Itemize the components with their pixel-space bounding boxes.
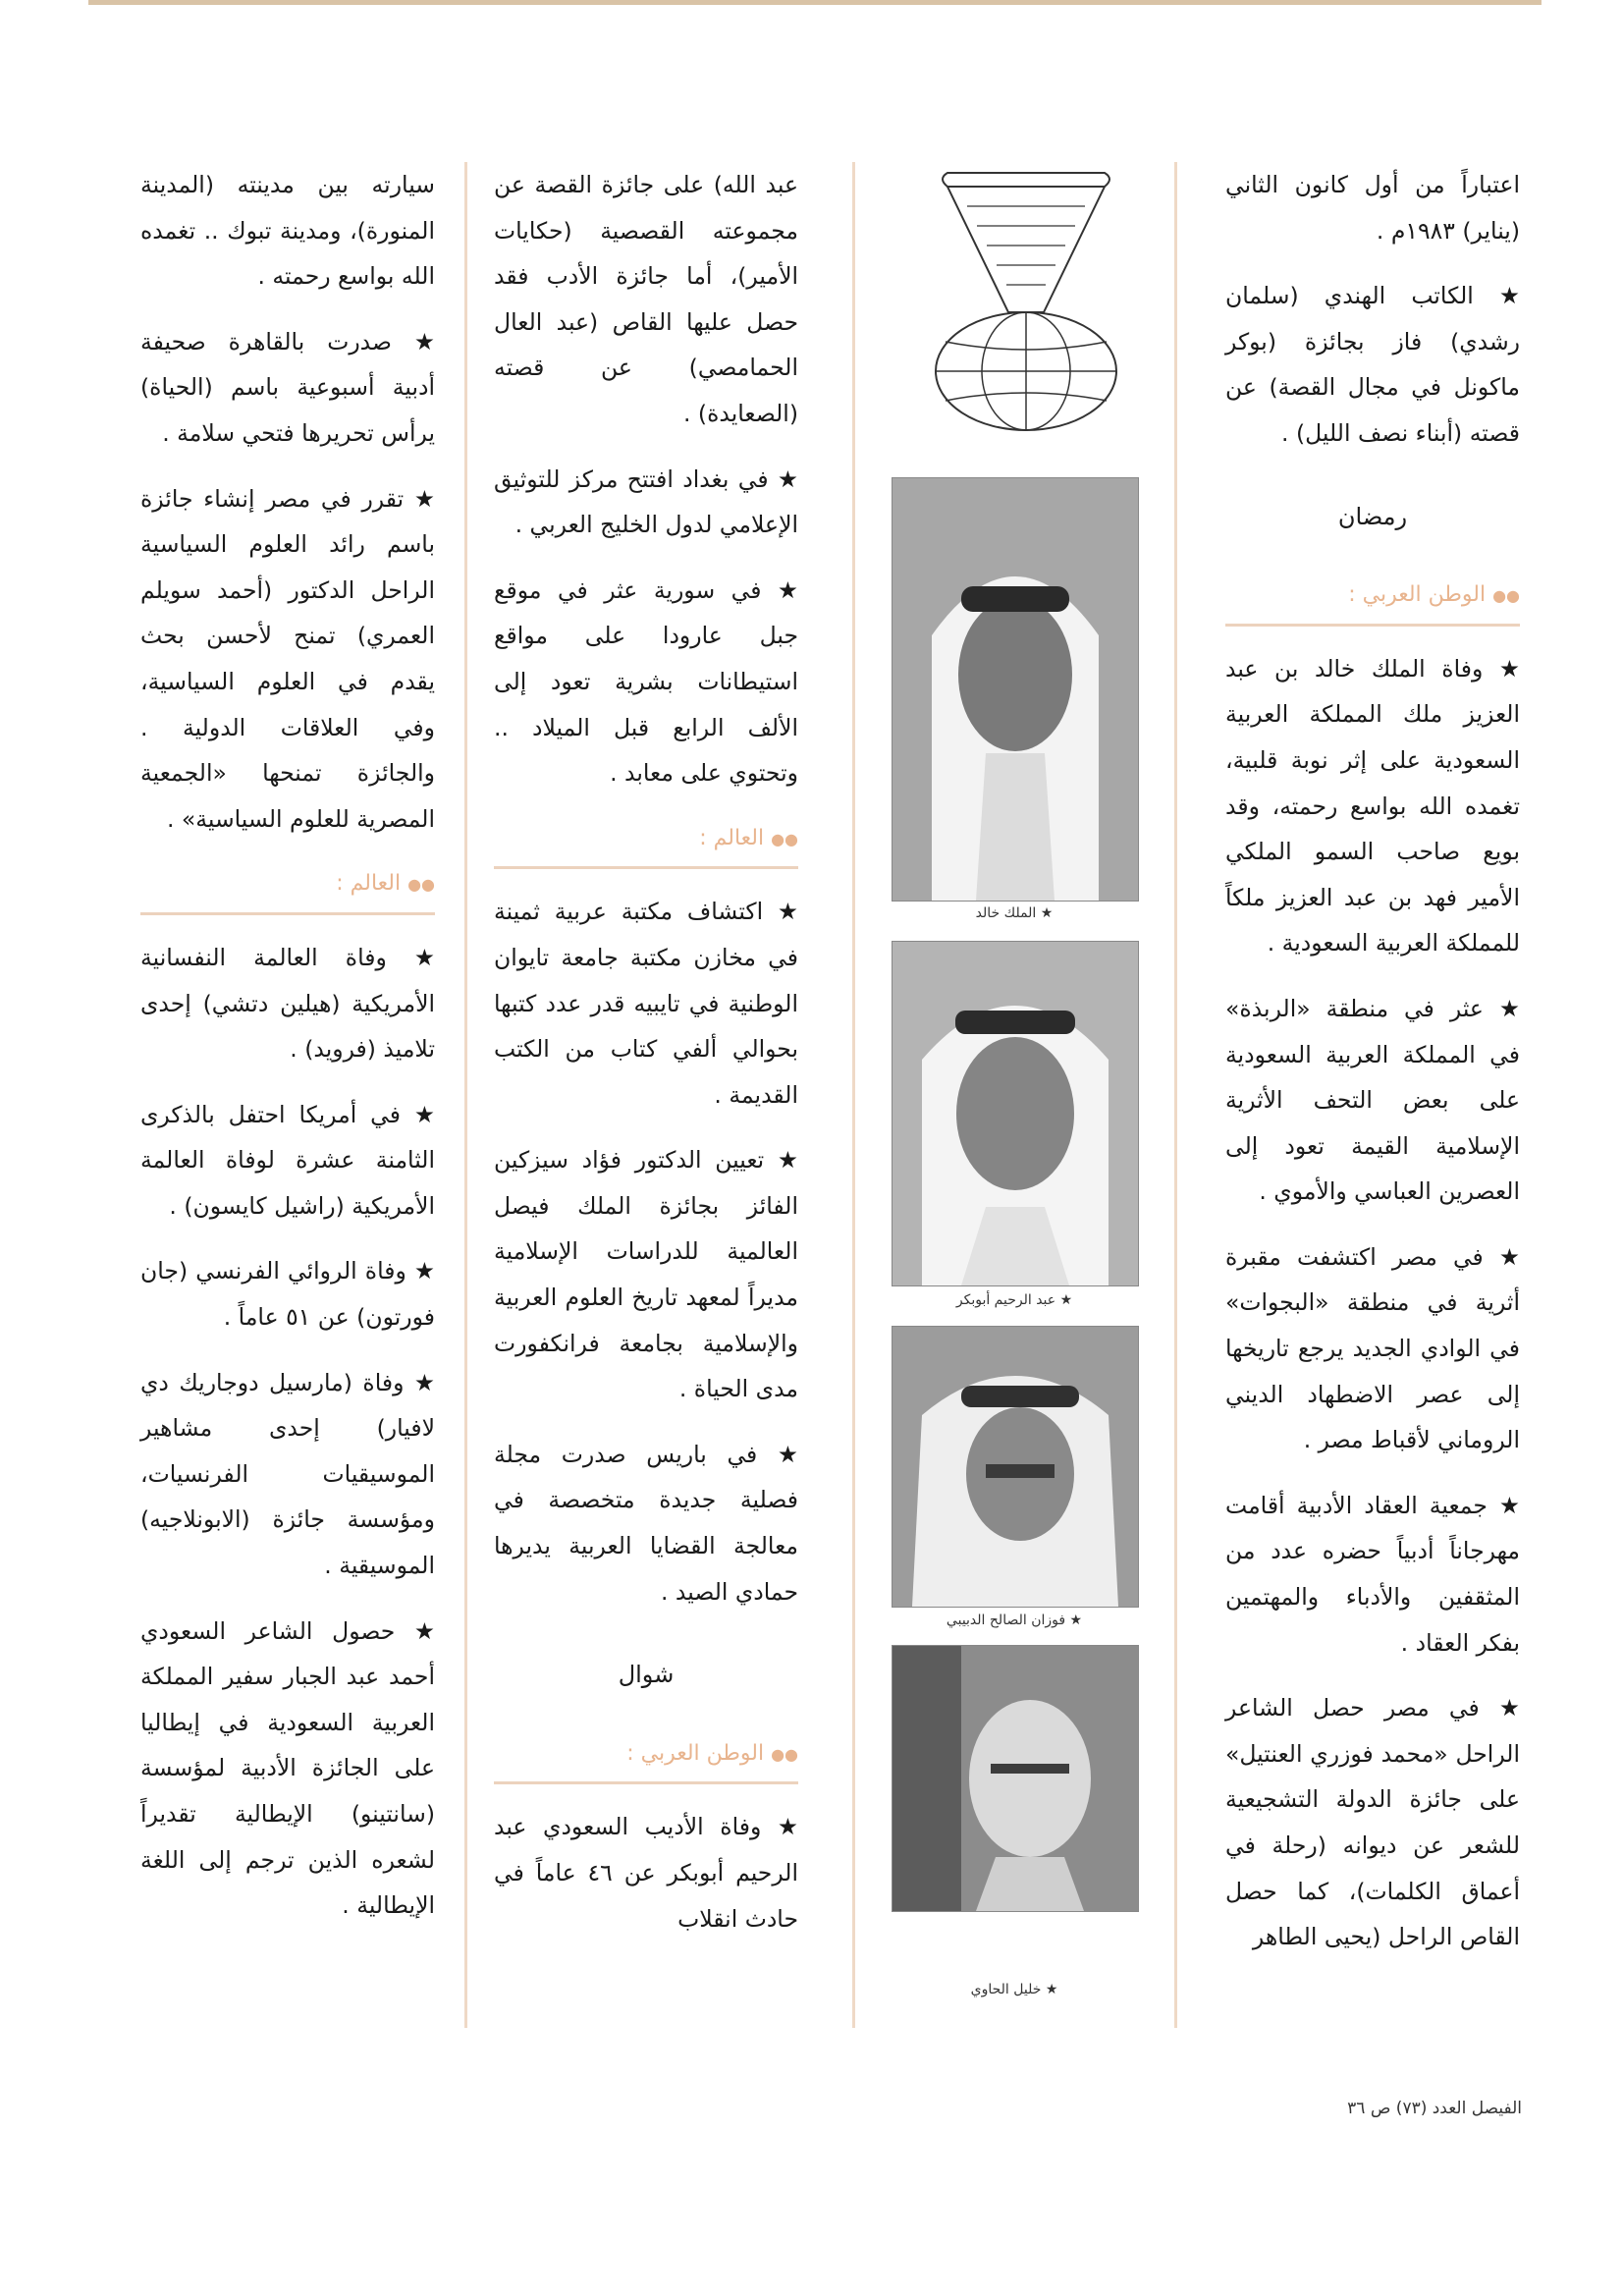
portrait-photo — [892, 1326, 1139, 1608]
photo-caption: ★ خليل الحاوي — [970, 1982, 1058, 1997]
column-divider — [852, 162, 855, 2028]
section-heading — [494, 816, 798, 870]
paragraph: ★ صدرت بالقاهرة صحيفة أدبية أسبوعية باسم (الحياة) يرأس تحريرها فتحي سلامة . — [140, 327, 435, 447]
paragraph: ★ اكتشاف مكتبة عربية ثمينة في مخازن مكتبة جامعة تايوان الوطنية في تايبيه قدر عدد كتبها بحوالي ألفي كتاب من الكتب القديمة . — [494, 898, 798, 1109]
section-label: الوطن العربي : — [1348, 582, 1487, 608]
section-label: العالم : — [336, 871, 402, 897]
paragraph: ★ حصول الشاعر السعودي أحمد عبد الجبار سفير المملكة العربية السعودية في إيطاليا على الجائزة الأدبية لمؤسسة (سانتينو) الإيطالية تقديراً لشعره الذين ترجم إلى اللغة الإيطالية . — [140, 1616, 435, 1920]
column-divider — [1174, 162, 1177, 2028]
section-heading — [494, 1731, 798, 1785]
column-4 — [140, 162, 435, 1948]
paragraph: ★ في أمريكا احتفل بالذكرى الثامنة عشرة لوفاة العالمة الأمريكية (راشيل كايسون) . — [140, 1100, 435, 1220]
section-label: الوطن العربي : — [626, 1740, 765, 1766]
bullet-dots-icon: ●● — [771, 1744, 798, 1764]
photo-caption: ★ عبد الرحيم أبوبكر — [955, 1292, 1073, 1308]
paragraph: اعتباراً من أول كانون الثاني (يناير) ١٩٨٣م . — [1225, 171, 1520, 245]
paragraph: ★ تعيين الدكتور فؤاد سيزكين الفائز بجائزة الملك فيصل العالمية للدراسات الإسلامية مديراً لمعهد تاريخ العلوم العربية والإسلامية بجامعة فرانكفورت مدى الحياة . — [494, 1146, 798, 1403]
paragraph: ★ وفاة الملك خالد بن عبد العزيز ملك المملكة العربية السعودية على إثر نوبة قلبية، تغمده الله بواسع رحمته، وقد بويع صاحب السمو الملكي الأمير فهد بن عبد العزيز ملكاً للمملكة العربية السعودية . — [1225, 654, 1520, 957]
paragraph: ★ عثر في منطقة «الربذة» في المملكة العربية السعودية على بعض التحف الأثرية الإسلامية القيمة تعود إلى العصرين العباسي والأموي . — [1225, 994, 1520, 1206]
paragraph: ★ في باريس صدرت مجلة فصلية جديدة متخصصة في معالجة القضايا العربية يديرها حمادي الصيد . — [494, 1440, 798, 1606]
section-heading — [140, 861, 435, 915]
column-1 — [1225, 162, 1520, 1980]
portrait-photo — [892, 941, 1139, 1286]
page-footer: الفيصل العدد (٧٣) ص ٣٦ — [1347, 2099, 1522, 2118]
paragraph: ★ تقرر في مصر إنشاء جائزة باسم رائد العلوم السياسية الراحل الدكتور (أحمد سويلم العمري) تمنح لأحسن بحث يقدم في العلوم السياسية، وفي العلاقات الدولية . والجائزة تمنحها «الجمعية المصرية للعلوم السياسية» . — [140, 484, 435, 833]
paragraph: ★ الكاتب الهندي (سلمان رشدي) فاز بجائزة (بوكر ماكونل في مجال القصة) عن قصته (أبناء نصف الليل) . — [1225, 282, 1520, 447]
paragraph: ★ في مصر حصل الشاعر الراحل «محمد فوزري العنتيل» على جائزة الدولة التشجيعية للشعر عن ديوانه (رحلة في أعماق الكلمات)، كما حصل القاص الراحل (يحيى الطاهر — [1225, 1694, 1520, 1951]
photo-caption: ★ الملك خالد — [975, 905, 1054, 921]
paragraph: ★ جمعية العقاد الأدبية أقامت مهرجاناً أدبياً حضره عدد من المثقفين والأدباء والمهتمين بفكر العقاد . — [1225, 1491, 1520, 1657]
paragraph: ★ وفاة الروائي الفرنسي (جان فورتون) عن ٥١ عاماً . — [140, 1257, 435, 1332]
section-label: العالم : — [699, 825, 765, 850]
top-color-bar — [88, 0, 1542, 5]
paragraph: ★ في سورية عثر في موقع جبل عارودا على مواقع استيطانات بشرية تعود إلى الألف الرابع قبل الميلاد .. وتحتوي على معابد . — [494, 575, 798, 788]
month-heading: شوال — [618, 1661, 675, 1689]
column-3 — [494, 162, 798, 1961]
bullet-dots-icon: ●● — [771, 829, 798, 848]
paragraph: ★ في مصر اكتشفت مقبرة أثرية في منطقة «البجوات» في الوادي الجديد يرجع تاريخها إلى عصر الاضطهاد الديني الروماني لأقباط مصر . — [1225, 1242, 1520, 1454]
column-divider — [464, 162, 467, 2028]
bullet-dots-icon: ●● — [407, 875, 435, 895]
paragraph: ★ وفاة الأديب السعودي عبد الرحيم أبوبكر عن ٤٦ عاماً في حادث انقلاب — [494, 1813, 798, 1933]
photo-caption: ★ فوزان الصالح الدبيبي — [946, 1613, 1083, 1628]
month-heading: رمضان — [1337, 502, 1408, 530]
section-heading — [1225, 573, 1520, 627]
portrait-photo — [892, 477, 1139, 902]
portrait-photo — [892, 1645, 1139, 1912]
bullet-dots-icon: ●● — [1492, 586, 1520, 606]
scroll-globe-logo-icon — [928, 165, 1124, 438]
paragraph: ★ وفاة العالمة النفسانية الأمريكية (هيلين دتشي) إحدى تلاميذ (فرويد) . — [140, 943, 435, 1064]
paragraph: سيارته بين مدينته (المدينة المنورة)، ومدينة تبوك .. تغمده الله بواسع رحمته . — [140, 171, 435, 291]
paragraph: ★ وفاة (مارسيل دوجاريك دي لافيار) إحدى مشاهير الموسيقيات الفرنسيات، ومؤسسة جائزة (الابونلاجيه) الموسيقية . — [140, 1368, 435, 1580]
paragraph: ★ في بغداد افتتح مركز للتوثيق الإعلامي لدول الخليج العربي . — [494, 465, 798, 539]
paragraph: عبد الله) على جائزة القصة عن مجموعته القصصية (حكايات الأمير)، أما جائزة الأدب فقد حصل عليها القاص (عبد العال الحمامصي) عن قصته (الصعايدة) . — [494, 171, 798, 427]
